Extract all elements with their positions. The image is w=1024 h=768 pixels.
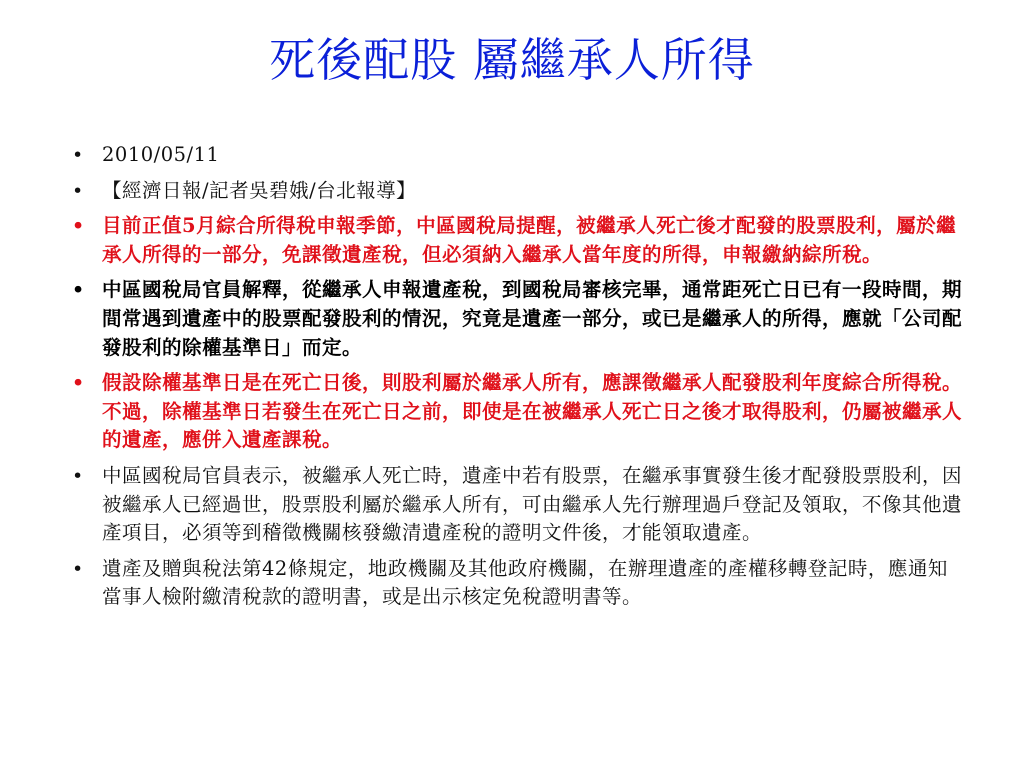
bullet-text: 目前正值5月綜合所得稅申報季節，中區國稅局提醒，被繼承人死亡後才配發的股票股利，屬於繼承人所得的一部分，免課徵遺產稅，但必須納入繼承人當年度的所得，申報繳納綜所稅。 <box>102 214 957 266</box>
bullet-explanation <box>72 276 972 362</box>
bullet-marker: • <box>72 144 84 166</box>
bullet-marker: • <box>72 464 84 487</box>
bullet-text: 遺產及贈與稅法第42條規定，地政機關及其他政府機關，在辦理遺產的產權移轉登記時，應通知當事人檢附繳清稅款的證明書，或是出示核定免稅證明書等。 <box>102 556 948 609</box>
bullet-official-statement <box>72 462 972 548</box>
bullet-text: 【經濟日報/記者吳碧娥/台北報導】 <box>102 178 417 202</box>
bullet-text: 中區國稅局官員表示，被繼承人死亡時，遺產中若有股票，在繼承事實發生後才配發股票股利，因被繼承人已經過世，股票股利屬於繼承人所有，可由繼承人先行辦理過戶登記及領取，不像其他遺產項目，必須等到稽徵機關核發繳清遺產稅的證明文件後，才能領取遺產。 <box>102 463 963 545</box>
bullet-text: 假設除權基準日是在死亡日後，則股利屬於繼承人所有，應課徵繼承人配發股利年度綜合所得稅。不過，除權基準日若發生在死亡日之前，即使是在被繼承人死亡日之後才取得股利，仍屬被繼承人的遺產，應併入遺產課稅。 <box>102 371 963 452</box>
bullet-highlight-rule <box>72 369 972 455</box>
bullet-list <box>72 141 972 619</box>
bullet-highlight-intro <box>72 212 972 269</box>
bullet-marker: • <box>72 279 85 302</box>
bullet-marker: • <box>72 179 84 202</box>
bullet-date <box>72 141 972 170</box>
bullet-source <box>72 177 972 206</box>
bullet-marker: • <box>72 557 84 580</box>
bullet-law-reference <box>72 555 972 612</box>
bullet-text: 中區國稅局官員解釋，從繼承人申報遺產稅，到國稅局審核完畢，通常距死亡日已有一段時間，期間常遇到遺產中的股票配發股利的情況，究竟是遺產一部分，或已是繼承人的所得，應就「公司配發股利的除權基準日」而定。 <box>102 278 963 359</box>
slide-title: 死後配股 屬繼承人所得 <box>269 33 755 87</box>
bullet-marker: • <box>72 215 85 238</box>
bullet-marker: • <box>72 372 85 395</box>
bullet-text: 2010/05/11 <box>102 143 220 166</box>
